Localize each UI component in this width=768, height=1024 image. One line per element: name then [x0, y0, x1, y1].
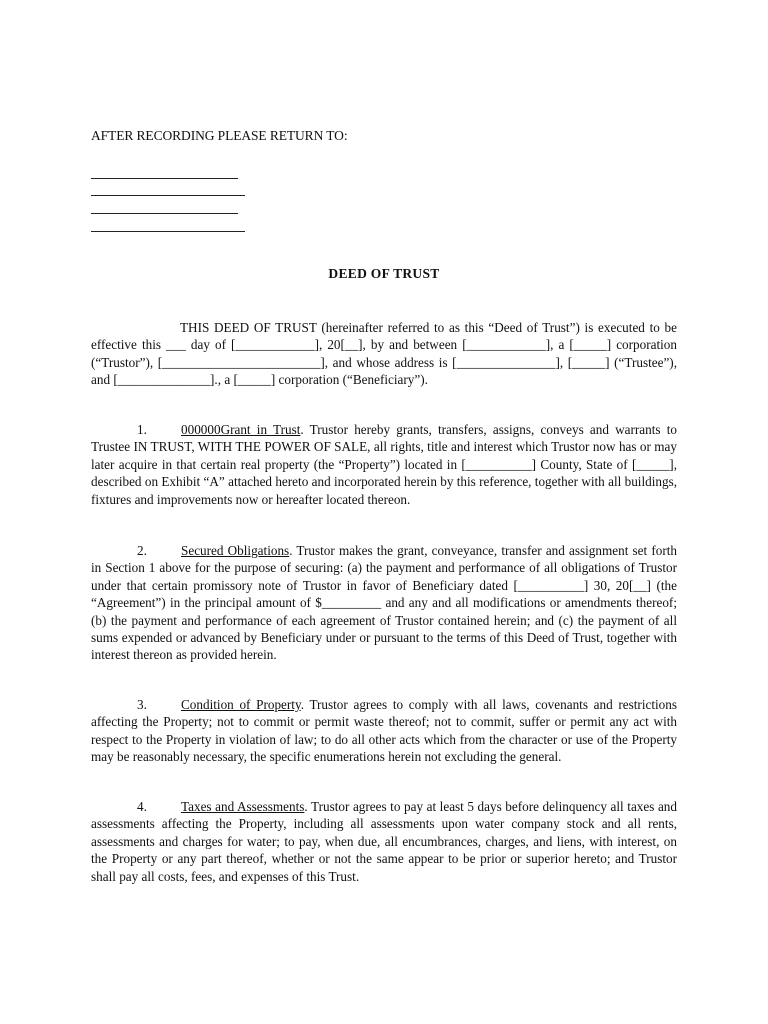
section-body: . Trustor agrees to comply with all laws, covenants and restrictions affecting the Property; not to commit or permit waste thereof; not to commit, suffer or permit any act with respect to the Property in violation of law; to do all other acts which from the character or use of the Property may be reasonably necessary, the specific enumerations herein not excluding the general.: [91, 697, 677, 765]
return-address-label: AFTER RECORDING PLEASE RETURN TO:: [91, 128, 348, 143]
section-number-wrap: [91, 542, 181, 559]
section-number: 4.: [137, 799, 147, 814]
section-number-wrap: [91, 696, 181, 713]
intro-paragraph: [91, 319, 677, 389]
return-address-line-4: [91, 231, 245, 232]
section-number-wrap: [91, 798, 181, 815]
section-heading: Condition of Property: [181, 697, 301, 712]
section-heading: Taxes and Assessments: [181, 799, 305, 814]
section-number: 2.: [137, 543, 147, 558]
section-body: . Trustor hereby grants, transfers, assigns, conveys and warrants to Trustee IN TRUST, WITH THE POWER OF SALE, all rights, title and interest which Trustor now has or may later acquire in that certain real property (the “Property”) located in [__________] County, State of [_____], described on Exhibit “A” attached hereto and incorporated herein by this reference, together with all buildings, fixtures and improvements now or hereafter located thereon.: [91, 422, 678, 507]
return-address-line-3: [91, 213, 238, 214]
section-body: . Trustor makes the grant, conveyance, transfer and assignment set forth in Section 1 above for the purpose of securing: (a) the payment and performance of all obligations of Trustor under that certain promissory note of Trustor in favor of Beneficiary dated [__________] 30, 20[__] (the “Agreement”) in the principal amount of $_________ and any and all modifications or amendments thereof; (b) the payment and performance of each agreement of Trustor contained herein; and (c) the payment of all sums expended or advanced by Beneficiary under or pursuant to the terms of this Deed of Trust, together with interest thereon as provided herein.: [91, 543, 677, 663]
document-title: DEED OF TRUST: [328, 266, 440, 281]
section-heading: 000000Grant in Trust: [181, 422, 301, 437]
section-heading: Secured Obligations: [181, 543, 290, 558]
section-number: 3.: [137, 697, 147, 712]
section-4: [91, 798, 677, 885]
section-3: [91, 696, 677, 766]
intro-text: THIS DEED OF TRUST (hereinafter referred to as this “Deed of Trust”) is executed to be effective this ___ day of [____________], 20[__], by and between [____________], a [_____] corporation (“Trustor”), [________________________], and whose address is [_______________], [_____] (“Trustee”), and [______________]., a [_____] corporation (“Beneficiary”).: [91, 320, 677, 388]
section-1: [91, 421, 677, 508]
section-number: 1.: [137, 422, 147, 437]
return-address-line-1: [91, 178, 238, 179]
section-number-wrap: [91, 421, 181, 438]
return-address-line-2: [91, 195, 245, 196]
section-body: . Trustor agrees to pay at least 5 days before delinquency all taxes and assessments affecting the Property, including all assessments upon water company stock and all rents, assessments and charges for water; to pay, when due, all encumbrances, charges, and liens, with interest, on the Property or any part thereof, whether or not the same appear to be prior or superior hereto; and Trustor shall pay all costs, fees, and expenses of this Trust.: [91, 799, 677, 884]
section-2: [91, 542, 677, 664]
